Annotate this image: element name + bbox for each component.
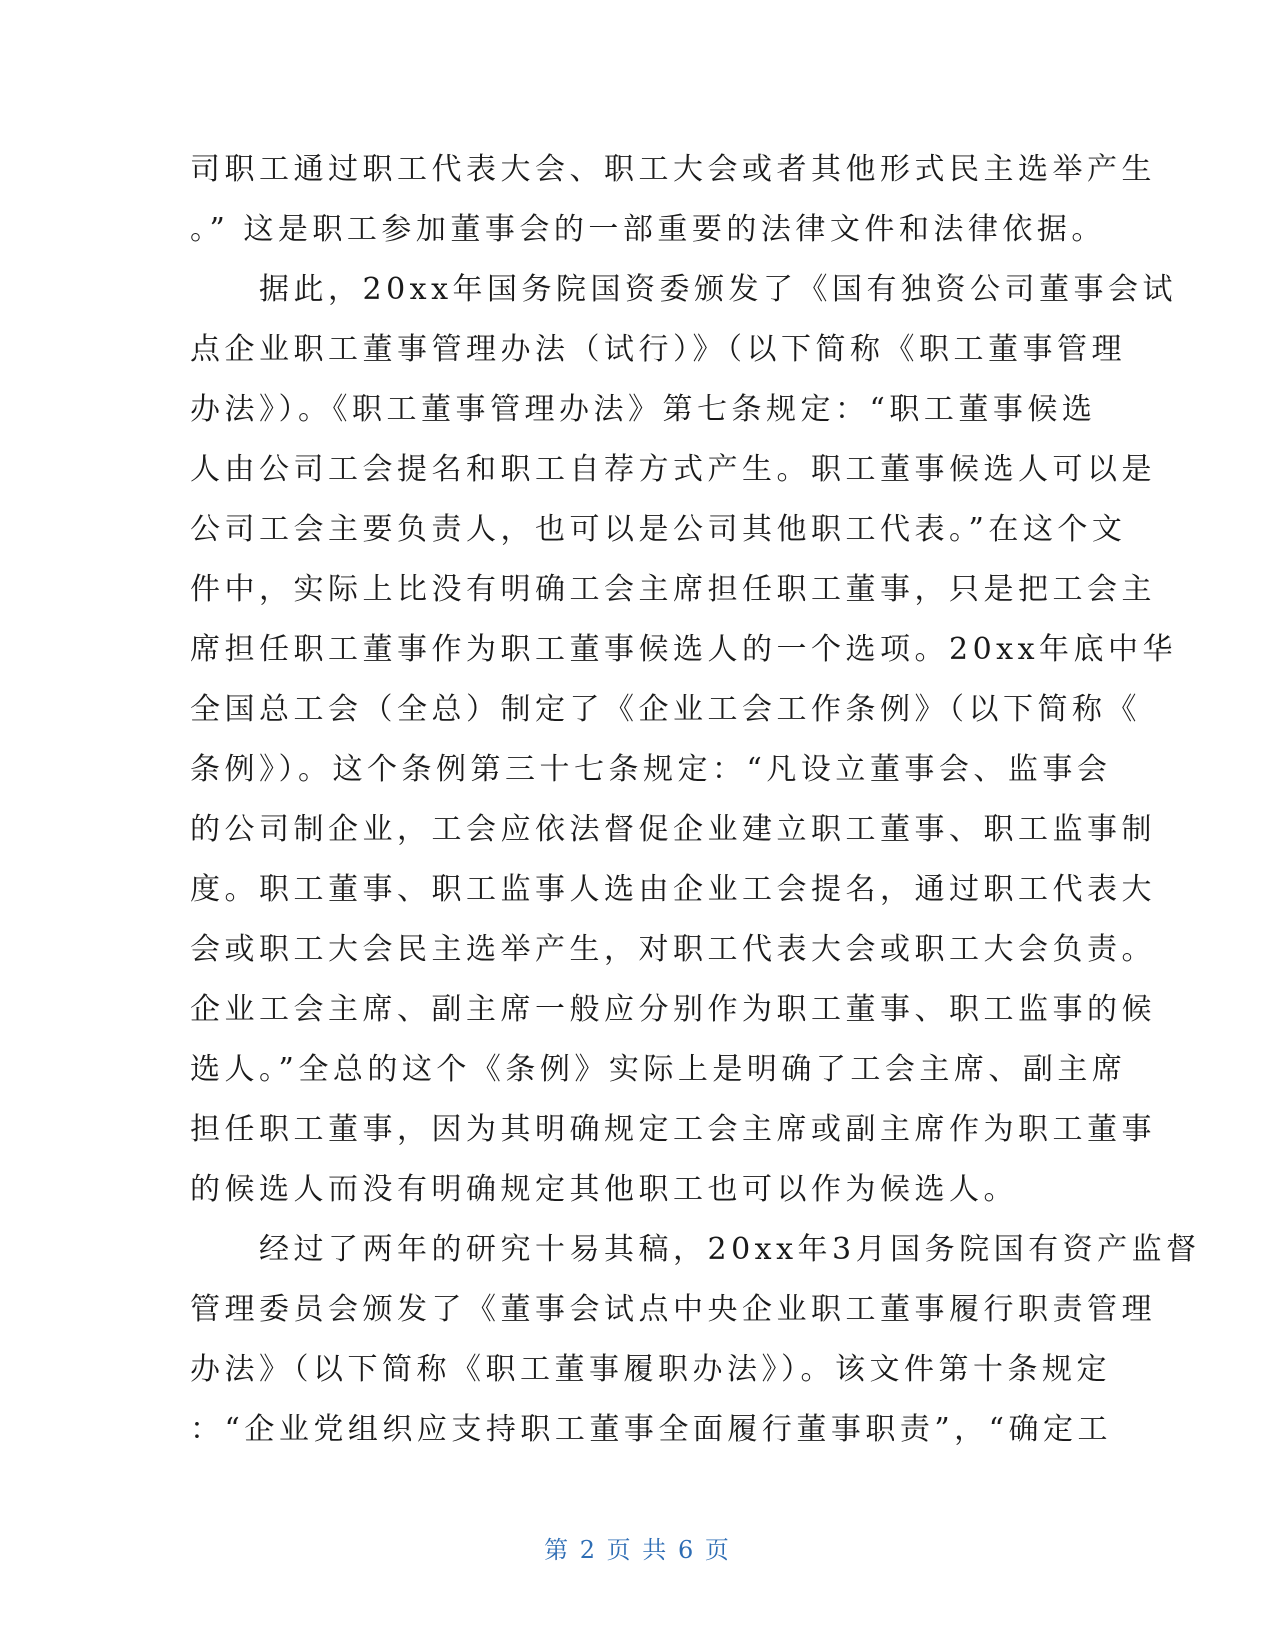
text-line: 经过了两年的研究十易其稿，20xx年3月国务院国有资产监督 bbox=[190, 1232, 1201, 1267]
body-text bbox=[190, 140, 1201, 1460]
text-line: 会或职工大会民主选举产生，对职工代表大会或职工大会负责。 bbox=[190, 932, 1156, 967]
text-line: 公司工会主要负责人，也可以是公司其他职工代表。”在这个文 bbox=[190, 512, 1127, 547]
text-line: 担任职工董事，因为其明确规定工会主席或副主席作为职工董事 bbox=[190, 1112, 1156, 1147]
text-line: 点企业职工董事管理办法（试行）》（以下简称《职工董事管理 bbox=[190, 332, 1126, 367]
text-line: 司职工通过职工代表大会、职工大会或者其他形式民主选举产生 bbox=[190, 152, 1156, 187]
text-line: 人由公司工会提名和职工自荐方式产生。职工董事候选人可以是 bbox=[190, 452, 1156, 487]
text-line: 办法》）。《职工董事管理办法》第七条规定：“职工董事候选 bbox=[190, 392, 1097, 427]
text-line: 件中，实际上比没有明确工会主席担任职工董事，只是把工会主 bbox=[190, 572, 1156, 607]
page-number-footer: 第 2 页 共 6 页 bbox=[544, 1536, 731, 1564]
text-line: 席担任职工董事作为职工董事候选人的一个选项。20xx年底中华 bbox=[190, 632, 1178, 667]
text-line: 管理委员会颁发了《董事会试点中央企业职工董事履行职责管理 bbox=[190, 1292, 1156, 1327]
text-line: 度。职工董事、职工监事人选由企业工会提名，通过职工代表大 bbox=[190, 872, 1156, 907]
text-line: 据此，20xx年国务院国资委颁发了《国有独资公司董事会试 bbox=[190, 272, 1178, 307]
text-line: 选人。”全总的这个《条例》实际上是明确了工会主席、副主席 bbox=[190, 1052, 1127, 1087]
text-line: 办法》（以下简称《职工董事履职办法》）。该文件第十条规定 bbox=[190, 1352, 1111, 1387]
text-line: 的候选人而没有明确规定其他职工也可以作为候选人。 bbox=[190, 1172, 1018, 1207]
text-line: 企业工会主席、副主席一般应分别作为职工董事、职工监事的候 bbox=[190, 992, 1156, 1027]
text-line: 。” 这是职工参加董事会的一部重要的法律文件和法律依据。 bbox=[190, 212, 1106, 247]
text-line: 的公司制企业，工会应依法督促企业建立职工董事、职工监事制 bbox=[190, 812, 1156, 847]
text-line: 全国总工会（全总）制定了《企业工会工作条例》（以下简称《 bbox=[190, 692, 1141, 727]
text-line: ：“企业党组织应支持职工董事全面履行董事职责”，“确定工 bbox=[190, 1412, 1113, 1447]
text-line: 条例》）。这个条例第三十七条规定：“凡设立董事会、监事会 bbox=[190, 752, 1112, 787]
